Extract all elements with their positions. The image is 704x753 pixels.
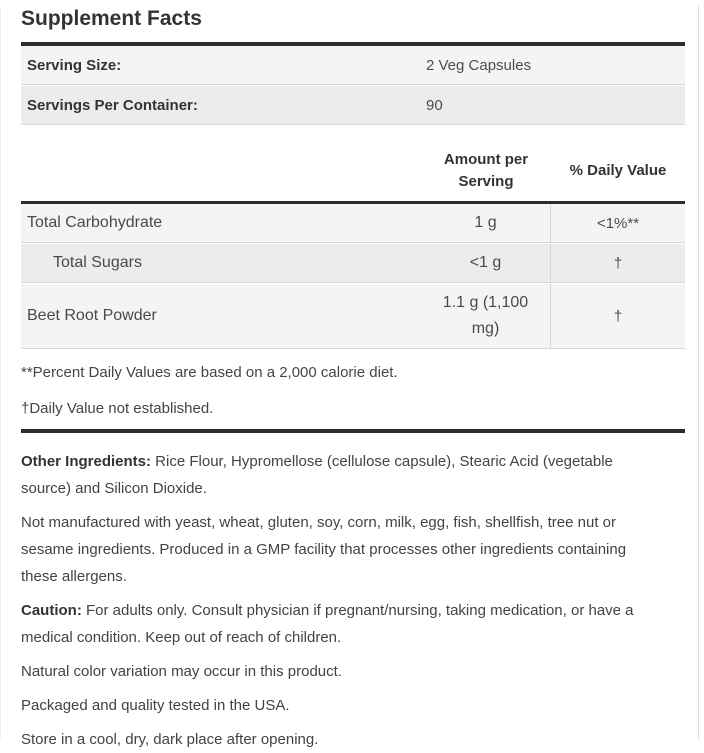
packaged-usa-paragraph	[21, 692, 665, 719]
ingredient-amount: 1.1 g (1,100 mg)	[421, 284, 551, 348]
supplement-facts-title: Supplement Facts	[21, 7, 202, 30]
other-ingredients-paragraph	[21, 448, 665, 502]
other-ingredients-text: Rice Flour, Hypromellose (cellulose capsule), Stearic Acid (vegetable source) and Silicon Dioxide.	[21, 453, 613, 497]
percent-daily-value-footnote: **Percent Daily Values are based on a 2,000 calorie diet.	[21, 364, 398, 381]
ingredient-name: Total Sugars	[53, 254, 142, 271]
packaged-usa-text: Packaged and quality tested in the USA.	[21, 697, 290, 714]
storage-paragraph	[21, 726, 665, 753]
serving-size-label: Serving Size:	[27, 56, 122, 74]
servings-per-container-value: 90	[426, 96, 443, 114]
ingredient-name: Beet Root Powder	[27, 307, 157, 324]
caution-paragraph	[21, 597, 665, 651]
amount-per-serving-header: Amount per Serving	[443, 151, 529, 190]
ingredient-daily-value: †	[613, 254, 623, 272]
supplement-info-paragraphs	[21, 448, 685, 753]
nutrition-table-header	[21, 149, 685, 201]
color-variation-text: Natural color variation may occur in this product.	[21, 663, 342, 680]
allergen-paragraph	[21, 509, 665, 590]
ingredient-amount: 1 g	[421, 204, 551, 242]
ingredient-daily-value: <1%**	[596, 214, 640, 232]
percent-daily-value-header: % Daily Value	[569, 162, 667, 179]
bottom-divider-bar	[21, 429, 685, 433]
table-row-total-carbohydrate	[21, 204, 685, 243]
color-variation-paragraph	[21, 658, 665, 685]
panel-right-border	[698, 6, 699, 739]
supplement-facts-panel	[0, 6, 704, 748]
ingredient-daily-value: †	[613, 307, 623, 325]
ingredient-amount: <1 g	[421, 244, 551, 282]
caution-lead: Caution:	[21, 602, 82, 619]
servings-per-container-label: Servings Per Container:	[27, 96, 198, 114]
storage-text: Store in a cool, dry, dark place after opening.	[21, 731, 319, 748]
table-row-beet-root-powder	[21, 284, 685, 349]
serving-size-row	[21, 46, 685, 85]
servings-per-container-row	[21, 86, 685, 125]
serving-size-value: 2 Veg Capsules	[426, 56, 532, 74]
daily-value-not-established-footnote: †Daily Value not established.	[21, 400, 214, 417]
caution-text: For adults only. Consult physician if pregnant/nursing, taking medication, or have a medical condition. Keep out of reach of children.	[21, 602, 634, 646]
allergen-text: Not manufactured with yeast, wheat, gluten, soy, corn, milk, egg, fish, shellfish, tree nut or sesame ingredients. Produced in a GMP facility that processes other ingredients containing these allergens.	[21, 514, 627, 585]
ingredient-name: Total Carbohydrate	[27, 214, 163, 231]
table-row-total-sugars	[21, 244, 685, 283]
other-ingredients-lead: Other Ingredients:	[21, 453, 152, 470]
